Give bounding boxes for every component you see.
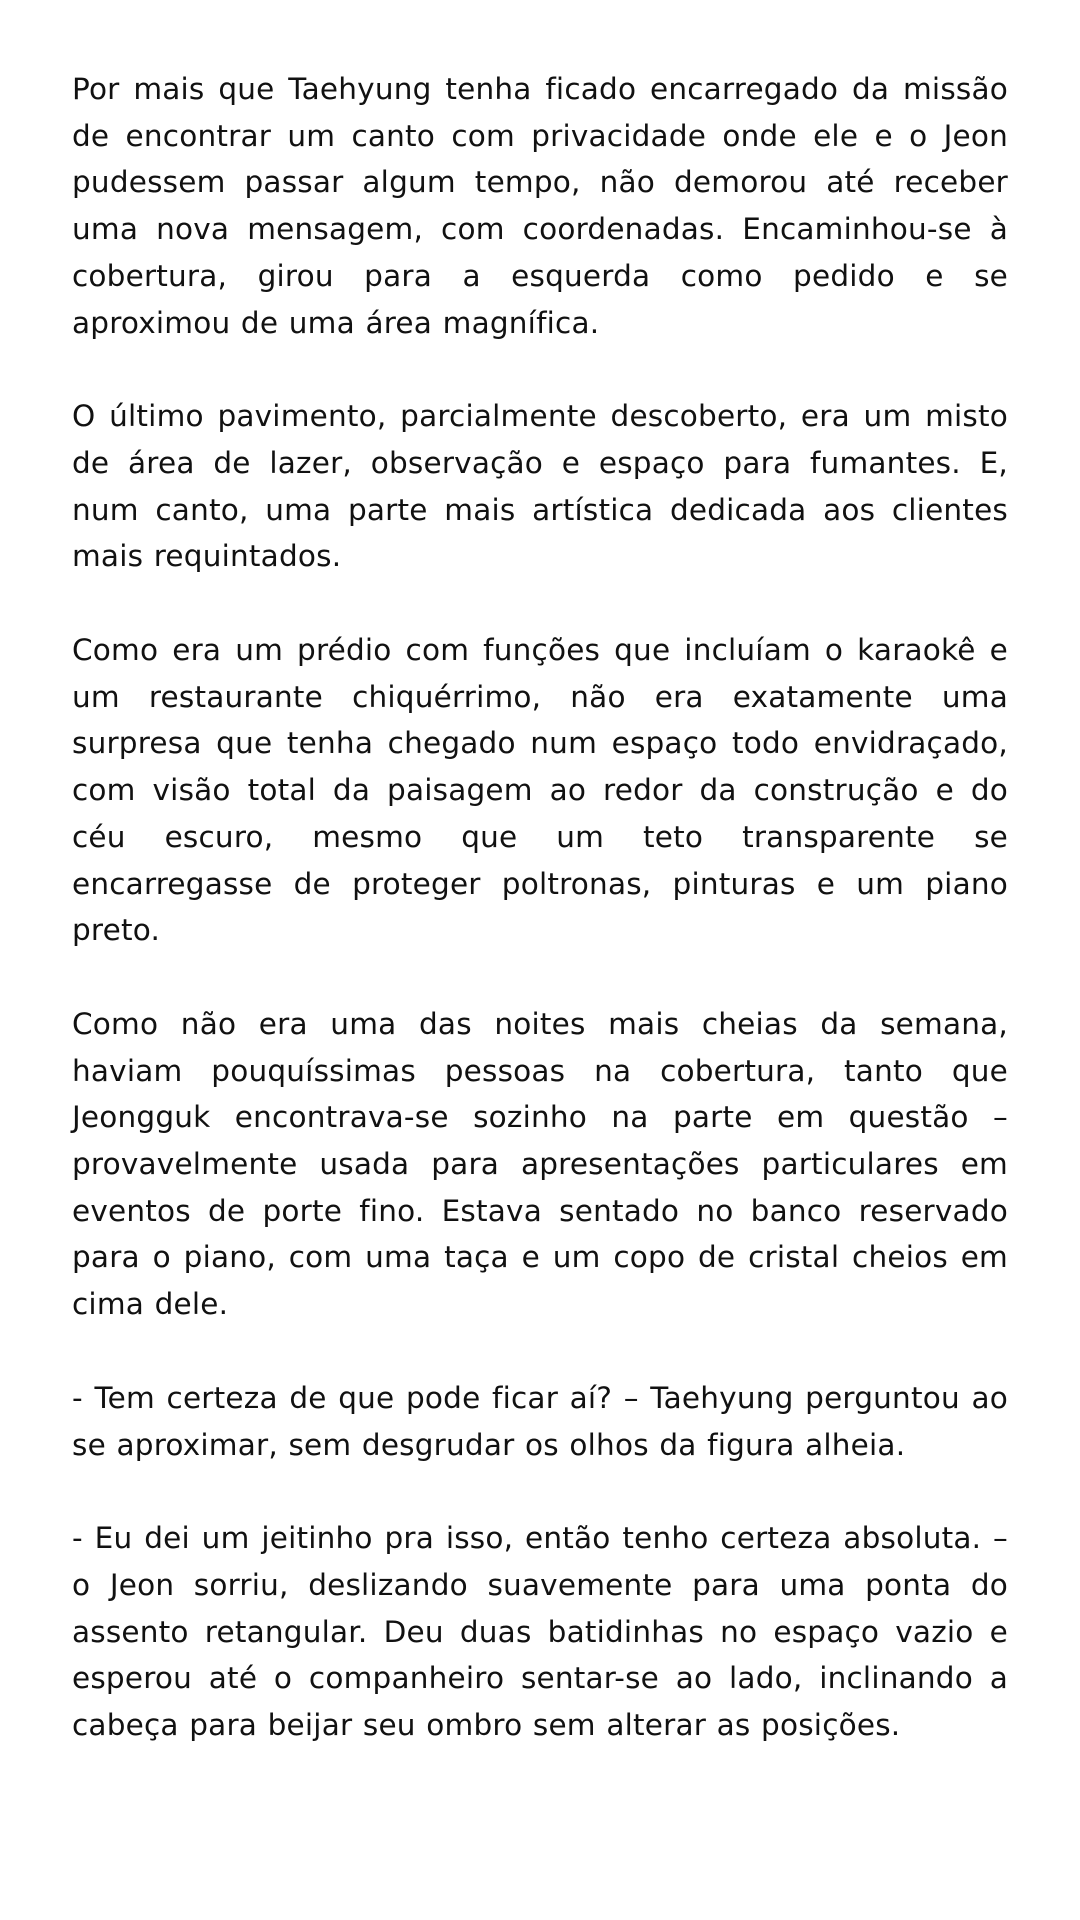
paragraph-1: Por mais que Taehyung tenha ficado encarregado da missão de encontrar um canto com privacidade onde ele e o Jeon pudessem passar algum tempo, não demorou até receber uma nova mensagem, com coordenadas. Encaminhou-se à cobertura, girou para a esquerda como pedido e se aproximou de uma área magnífica. <box>72 72 1008 340</box>
paragraph-2: O último pavimento, parcialmente descoberto, era um misto de área de lazer, observação e espaço para fumantes. E, num canto, uma parte mais artística dedicada aos clientes mais requintados. <box>72 399 1008 574</box>
paragraph-3: Como era um prédio com funções que incluíam o karaokê e um restaurante chiquérrimo, não era exatamente uma surpresa que tenha chegado num espaço todo envidraçado, com visão total da paisagem ao redor da construção e do céu escuro, mesmo que um teto transparente se encarregasse de proteger poltronas, pinturas e um piano preto. <box>72 633 1008 948</box>
paragraph-4: Como não era uma das noites mais cheias da semana, haviam pouquíssimas pessoas na cobertura, tanto que Jeongguk encontrava-se sozinho na parte em questão – provavelmente usada para apresentações particulares em eventos de porte fino. Estava sentado no banco reservado para o piano, com uma taça e um copo de cristal cheios em cima dele. <box>72 1006 1008 1322</box>
paragraph-5: - Tem certeza de que pode ficar aí? – Taehyung perguntou ao se aproximar, sem desgrudar os olhos da figura alheia. <box>72 1380 1008 1462</box>
paragraph-6: - Eu dei um jeitinho pra isso, então tenho certeza absoluta. – o Jeon sorriu, deslizando suavemente para uma ponta do assento retangular. Deu duas batidinhas no espaço vazio e esperou até o companheiro sentar-se ao lado, inclinando a cabeça para beijar seu ombro sem alterar as posições. <box>72 1521 1008 1743</box>
document-page <box>72 66 1008 1749</box>
